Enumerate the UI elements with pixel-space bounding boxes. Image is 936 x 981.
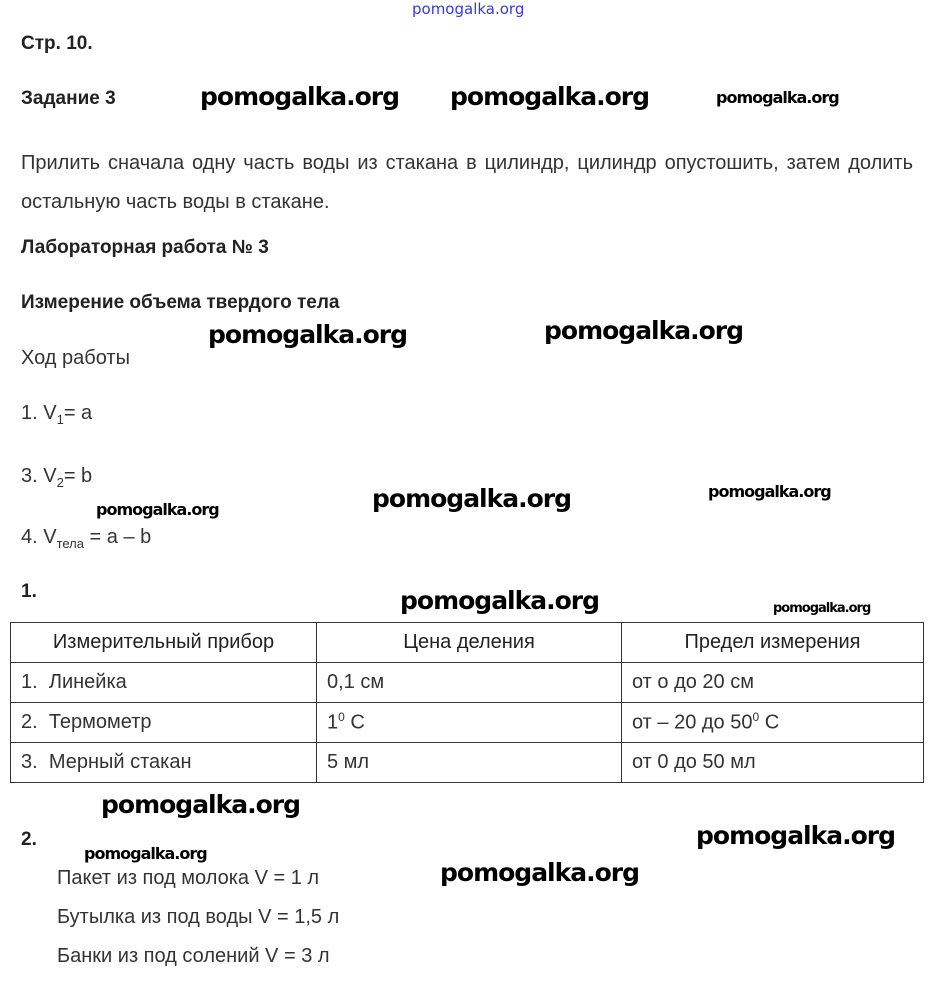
range-cell [622, 663, 924, 703]
step-text: = b [63, 465, 93, 487]
table-row [11, 703, 924, 743]
watermark: pomogalka.org [372, 484, 572, 513]
step-1 [21, 402, 92, 431]
degree-superscript: 0 [752, 710, 760, 725]
section-2-label: 2. [21, 829, 37, 850]
step-text: 3. V [21, 465, 57, 487]
device-cell [11, 703, 317, 743]
step-text: 4. V [21, 526, 57, 548]
range-value: от о до 20 см [632, 671, 754, 693]
column-header: Цена деления [317, 623, 622, 663]
instruments-table [10, 622, 924, 783]
watermark: pomogalka.org [716, 88, 839, 107]
row-number: 2. [21, 711, 38, 733]
watermark: pomogalka.org [696, 821, 896, 850]
lab-title: Лабораторная работа № 3 [21, 237, 269, 258]
division-value: 5 мл [327, 751, 370, 773]
range-unit: С [759, 711, 780, 734]
column-header: Предел измерения [622, 623, 924, 663]
table-row [11, 663, 924, 703]
section-1-label: 1. [21, 581, 37, 602]
watermark: pomogalka.org [440, 858, 640, 887]
lab-subtitle: Измерение объема твердого тела [21, 292, 340, 313]
division-cell [317, 663, 622, 703]
division-cell [317, 703, 622, 743]
task-title: Задание 3 [21, 88, 116, 109]
degree-superscript: 0 [338, 710, 345, 725]
volume-item: Бутылка из под воды V = 1,5 л [57, 906, 340, 928]
division-value: 1 [327, 711, 339, 734]
device-name: Линейка [48, 671, 127, 693]
division-cell [317, 743, 622, 783]
row-number: 3. [21, 751, 38, 773]
watermark: pomogalka.org [708, 482, 831, 501]
range-value: от – 20 до 50 [632, 711, 753, 734]
step-text: = a – b [84, 526, 152, 548]
step-subscript: тела [56, 536, 84, 551]
watermark: pomogalka.org [96, 500, 219, 519]
division-unit: С [344, 711, 365, 734]
device-name: Термометр [48, 711, 152, 733]
step-4 [21, 526, 151, 555]
watermark: pomogalka.org [200, 82, 400, 111]
watermark: pomogalka.org [412, 0, 525, 18]
page-label: Стр. 10. [21, 33, 93, 54]
procedure-label: Ход работы [21, 347, 130, 369]
step-subscript: 1 [56, 412, 64, 427]
watermark: pomogalka.org [544, 316, 744, 345]
range-value: от 0 до 50 мл [632, 751, 756, 773]
row-number: 1. [21, 671, 38, 693]
watermark: pomogalka.org [101, 790, 301, 819]
step-3 [21, 465, 92, 494]
task-text: Прилить сначала одну часть воды из стакана в цилиндр, цилиндр опустошить, затем долить остальную часть воды в стакане. [21, 152, 913, 213]
step-text: = a [63, 402, 93, 424]
range-cell [622, 743, 924, 783]
watermark: pomogalka.org [400, 586, 600, 615]
device-cell [11, 663, 317, 703]
range-cell [622, 703, 924, 743]
column-header: Измерительный прибор [11, 623, 317, 663]
watermark: pomogalka.org [450, 82, 650, 111]
device-name: Мерный стакан [48, 751, 192, 773]
device-cell [11, 743, 317, 783]
watermark: pomogalka.org [208, 320, 408, 349]
volume-item: Пакет из под молока V = 1 л [57, 867, 320, 889]
watermark: pomogalka.org [773, 601, 871, 616]
table-row [11, 743, 924, 783]
division-value: 0,1 см [327, 671, 385, 693]
volume-item: Банки из под солений V = 3 л [57, 945, 330, 967]
table-header-row [11, 623, 924, 663]
step-subscript: 2 [56, 475, 64, 490]
watermark: pomogalka.org [84, 844, 207, 863]
step-text: 1. V [21, 402, 57, 424]
